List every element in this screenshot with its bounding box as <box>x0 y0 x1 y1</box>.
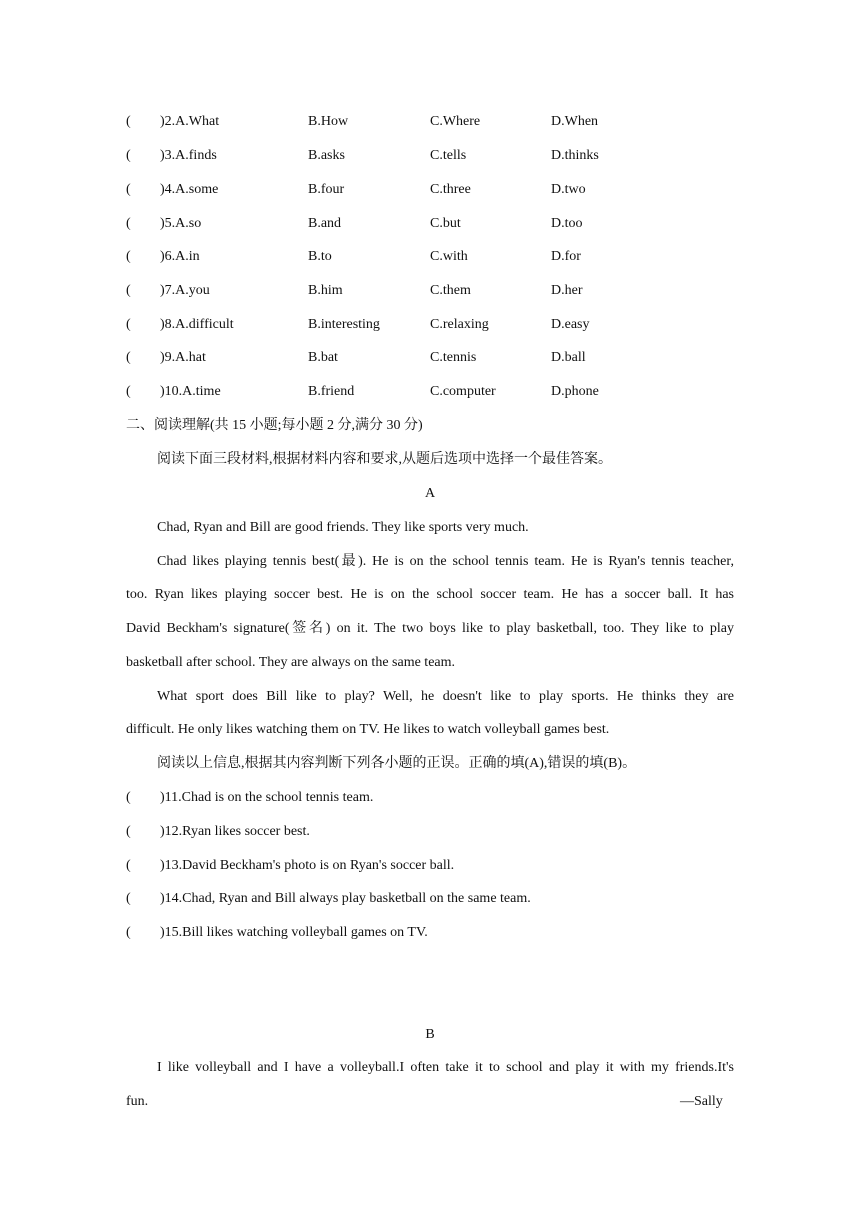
answer-paren: ( <box>126 384 131 399</box>
answer-paren: ( <box>126 350 131 365</box>
question-text: )13.David Beckham's photo is on Ryan's soccer ball. <box>160 858 455 873</box>
option-d: D.phone <box>551 384 599 399</box>
passage-a-line: David Beckham's signature(签名) on it. The two boys like to play basketball, too. They like to play <box>126 621 734 636</box>
passage-b-line: I like volleyball and I have a volleyball.I often take it to school and play it with my friends.It's <box>157 1060 734 1075</box>
question-text: )11.Chad is on the school tennis team. <box>160 790 374 805</box>
section-instruction: 阅读下面三段材料,根据材料内容和要求,从题后选项中选择一个最佳答案。 <box>157 452 612 467</box>
option-b: B.and <box>308 216 342 231</box>
option-d: D.for <box>551 249 581 264</box>
answer-paren: ( <box>126 182 131 197</box>
option-d: D.thinks <box>551 148 599 163</box>
option-a: )8.A.difficult <box>160 317 234 332</box>
option-a: )7.A.you <box>160 283 210 298</box>
passage-b-line: fun. <box>126 1094 149 1109</box>
answer-paren: ( <box>126 891 131 906</box>
option-d: D.her <box>551 283 583 298</box>
answer-paren: ( <box>126 114 131 129</box>
answer-paren: ( <box>126 317 131 332</box>
option-c: C.tennis <box>430 350 477 365</box>
passage-label-b: B <box>425 1027 435 1042</box>
answer-paren: ( <box>126 858 131 873</box>
option-c: C.with <box>430 249 468 264</box>
passage-a-line: What sport does Bill like to play? Well, he doesn't like to play sports. He thinks they are <box>157 689 734 704</box>
answer-paren: ( <box>126 824 131 839</box>
passage-a-line: Chad likes playing tennis best(最). He is on the school tennis team. He is Ryan's tennis teacher, <box>157 554 734 569</box>
option-d: D.ball <box>551 350 586 365</box>
option-a: )5.A.so <box>160 216 202 231</box>
mcq-row <box>126 180 746 200</box>
mcq-row <box>126 382 746 402</box>
option-c: C.computer <box>430 384 496 399</box>
passage-a-paragraph-1: Chad, Ryan and Bill are good friends. They like sports very much. <box>157 520 529 535</box>
option-d: D.two <box>551 182 586 197</box>
mcq-row <box>126 214 746 234</box>
option-a: )4.A.some <box>160 182 219 197</box>
option-a: )10.A.time <box>160 384 221 399</box>
passage-label-a: A <box>424 486 436 501</box>
option-c: C.but <box>430 216 461 231</box>
section-heading: 二、阅读理解(共 15 小题;每小题 2 分,满分 30 分) <box>126 418 423 433</box>
answer-paren: ( <box>126 925 131 940</box>
option-a: )3.A.finds <box>160 148 217 163</box>
option-c: C.three <box>430 182 471 197</box>
answer-paren: ( <box>126 790 131 805</box>
option-d: D.too <box>551 216 583 231</box>
option-a: )2.A.What <box>160 114 220 129</box>
question-text: )12.Ryan likes soccer best. <box>160 824 310 839</box>
option-a: )6.A.in <box>160 249 200 264</box>
signature: —Sally <box>680 1094 723 1109</box>
passage-a-line: basketball after school. They are always on the same team. <box>126 655 456 670</box>
answer-paren: ( <box>126 216 131 231</box>
mcq-row <box>126 315 746 335</box>
option-c: C.Where <box>430 114 481 129</box>
option-b: B.him <box>308 283 343 298</box>
mcq-row <box>126 348 746 368</box>
option-b: B.to <box>308 249 332 264</box>
option-a: )9.A.hat <box>160 350 206 365</box>
answer-paren: ( <box>126 283 131 298</box>
option-d: D.easy <box>551 317 590 332</box>
option-b: B.asks <box>308 148 345 163</box>
answer-paren: ( <box>126 249 131 264</box>
option-c: C.relaxing <box>430 317 489 332</box>
option-c: C.tells <box>430 148 467 163</box>
mcq-row <box>126 112 746 132</box>
option-b: B.bat <box>308 350 338 365</box>
passage-a-line: too. Ryan likes playing soccer best. He is on the school soccer team. He has a soccer ball. It has <box>126 587 734 602</box>
tf-instruction: 阅读以上信息,根据其内容判断下列各小题的正误。正确的填(A),错误的填(B)。 <box>157 756 637 771</box>
passage-a-line: difficult. He only likes watching them on TV. He likes to watch volleyball games best. <box>126 722 610 737</box>
option-d: D.When <box>551 114 599 129</box>
option-c: C.them <box>430 283 471 298</box>
question-text: )14.Chad, Ryan and Bill always play basketball on the same team. <box>160 891 531 906</box>
option-b: B.friend <box>308 384 355 399</box>
option-b: B.interesting <box>308 317 380 332</box>
answer-paren: ( <box>126 148 131 163</box>
question-text: )15.Bill likes watching volleyball games on TV. <box>160 925 428 940</box>
mcq-row <box>126 281 746 301</box>
option-b: B.four <box>308 182 345 197</box>
mcq-row <box>126 247 746 267</box>
option-b: B.How <box>308 114 349 129</box>
mcq-row <box>126 146 746 166</box>
